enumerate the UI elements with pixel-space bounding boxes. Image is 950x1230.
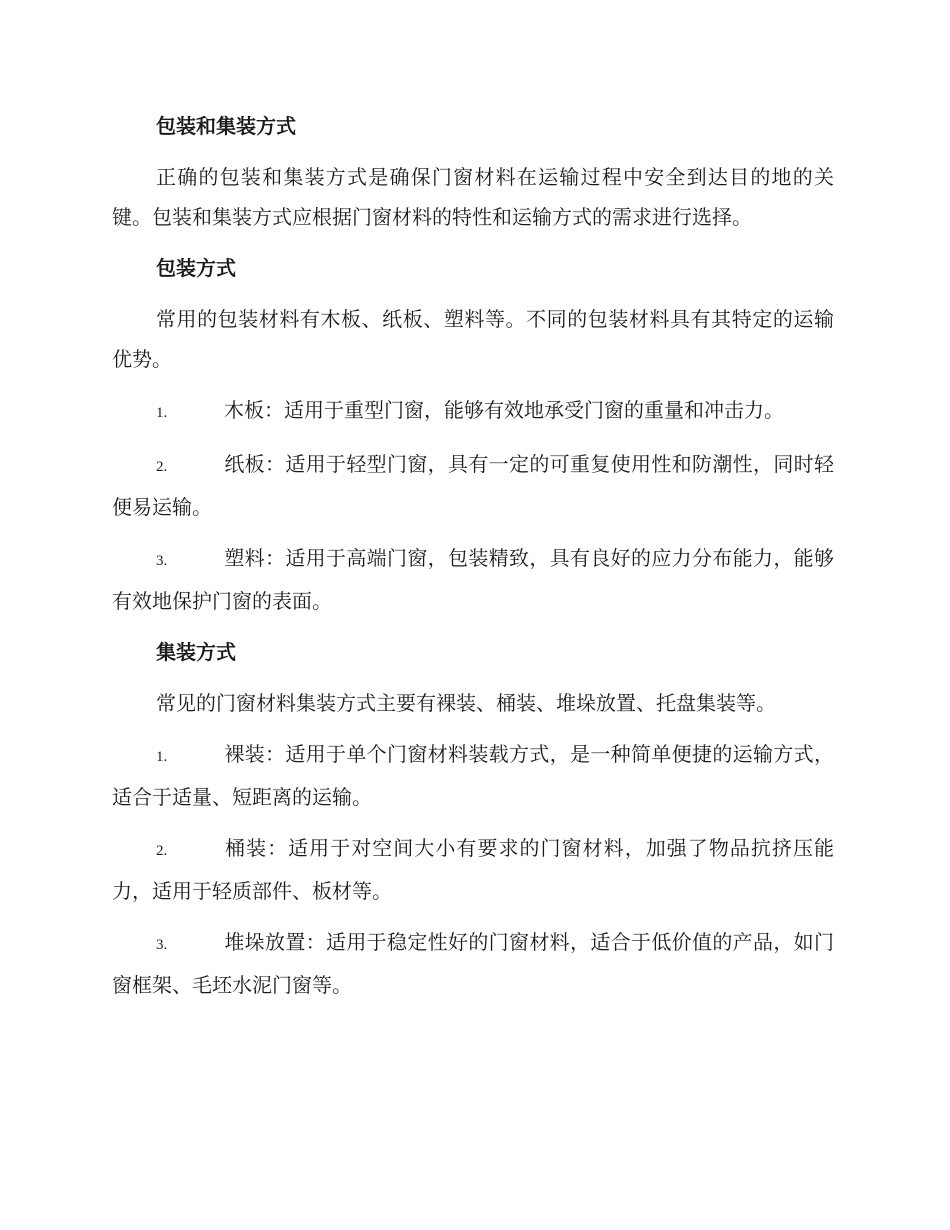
intro-paragraph: 正确的包装和集装方式是确保门窗材料在运输过程中安全到达目的地的关键。包装和集装方式应根据门窗材料的特性和运输方式的需求进行选择。 [112, 165, 834, 229]
list-number: 1. [156, 749, 168, 765]
list-text: 纸板：适用于轻型门窗，具有一定的可重复使用性和防潮性，同时轻便易运输。 [112, 452, 834, 519]
document-page [112, 106, 834, 1016]
section-heading-packaging-and-container: 包装和集装方式 [156, 114, 296, 138]
list-number: 1. [156, 405, 168, 421]
list-text: 塑料：适用于高端门窗，包装精致，具有良好的应力分布能力，能够有效地保护门窗的表面。 [112, 546, 834, 613]
list-item-container-2 [112, 828, 834, 911]
list-number: 2. [156, 843, 168, 859]
list-text: 桶装：适用于对空间大小有要求的门窗材料，加强了物品抗挤压能力，适用于轻质部件、板材等。 [112, 836, 834, 903]
list-number: 2. [156, 459, 168, 475]
list-item-container-1 [112, 734, 834, 817]
list-item-packaging-3 [112, 538, 834, 621]
list-number: 3. [156, 937, 168, 953]
subheading-packaging-method: 包装方式 [156, 256, 236, 280]
subheading-container-method: 集装方式 [156, 640, 236, 664]
packaging-paragraph: 常用的包装材料有木板、纸板、塑料等。不同的包装材料具有其特定的运输优势。 [112, 307, 834, 371]
list-number: 3. [156, 553, 168, 569]
list-text: 堆垛放置：适用于稳定性好的门窗材料，适合于低价值的产品，如门窗框架、毛坯水泥门窗等。 [112, 930, 834, 997]
container-paragraph: 常见的门窗材料集装方式主要有裸装、桶装、堆垛放置、托盘集装等。 [156, 691, 776, 715]
list-item-packaging-2 [112, 444, 834, 527]
list-item-packaging-1 [112, 390, 834, 433]
list-text: 木板：适用于重型门窗，能够有效地承受门窗的重量和冲击力。 [224, 398, 784, 422]
list-item-container-3 [112, 922, 834, 1005]
list-text: 裸装：适用于单个门窗材料装载方式，是一种简单便捷的运输方式，适合于适量、短距离的运输。 [112, 742, 834, 809]
